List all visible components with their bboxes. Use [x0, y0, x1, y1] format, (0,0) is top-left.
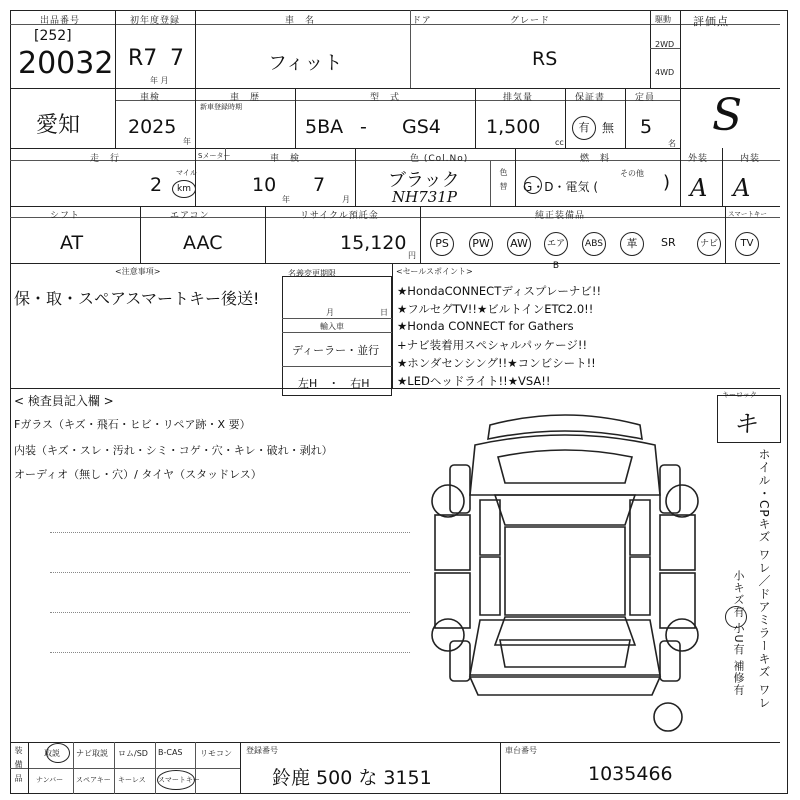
left-side-front	[435, 515, 470, 570]
warranty-label: 保証書	[575, 93, 606, 103]
fuel-other: その他	[620, 169, 644, 178]
footer-item: ナンバー	[36, 776, 64, 784]
caution-label: <注意事項>	[115, 267, 161, 276]
lot-number: 20032	[18, 46, 114, 81]
side-note-circle	[725, 606, 747, 628]
import-label: 輸入車	[320, 322, 344, 331]
inspection-year-unit: 年	[282, 195, 290, 204]
grade-label: グレード	[510, 16, 551, 26]
prefecture: 愛知	[36, 113, 81, 138]
exterior-grade: A	[690, 174, 708, 202]
color-code: NH731P	[392, 188, 457, 206]
equipment-navi: ナビ	[697, 232, 721, 256]
label-row	[10, 217, 780, 218]
col-divider	[392, 263, 393, 388]
right-rear-door	[630, 557, 650, 615]
model-label: 型 式	[370, 93, 401, 103]
dotted-line	[50, 572, 410, 573]
col-divider	[195, 88, 196, 148]
year-unit: 年	[183, 137, 191, 146]
shift-label: シフト	[50, 211, 81, 221]
equipment-leather: 革	[620, 232, 644, 256]
seats-unit: 名	[668, 139, 676, 148]
box-divider	[282, 366, 392, 367]
model-dash: -	[360, 116, 367, 138]
col-divider	[725, 206, 726, 263]
sales-point: ★ホンダセンシング!!★コンビシート!!	[397, 356, 596, 370]
first-reg-unit: 年 月	[150, 76, 169, 85]
grade: RS	[532, 48, 558, 70]
sales-point: ★フルセグTV!!★ビルトインETC2.0!!	[397, 302, 594, 316]
dotted-line	[50, 612, 410, 613]
steering: 左H ・ 右H	[298, 377, 370, 390]
footer-left-label: 装備品	[14, 746, 23, 788]
recycle-label: リサイクル預託金	[300, 211, 379, 221]
color-label: 色 (Col.No)	[410, 154, 469, 164]
side-note-1: ホイル・CPキズ ワレ／ドアミラーキズ ワレ	[757, 448, 771, 710]
col-divider	[625, 88, 626, 148]
col-divider	[195, 742, 196, 794]
col-divider	[680, 10, 681, 206]
deadline-label: 名義変更期限	[288, 269, 336, 278]
inspection-year: 10	[252, 174, 277, 196]
equipment-aw: AW	[507, 232, 531, 256]
rear-bumper	[470, 677, 660, 695]
seats: 5	[640, 116, 653, 138]
warranty-no: 無	[602, 121, 615, 135]
interior-label: 内装	[740, 154, 761, 164]
left-quarter	[450, 641, 470, 681]
mileage-mile: マイル	[176, 169, 197, 177]
ac-value: AAC	[183, 232, 223, 254]
col-divider	[28, 742, 29, 794]
sales-point: ★HondaCONNECTディスプレーナビ!!	[397, 284, 602, 298]
drive-4wd: 4WD	[655, 68, 675, 77]
col-divider	[355, 148, 356, 206]
footer-item-circle	[157, 770, 195, 790]
deadline-day: 日	[380, 308, 388, 317]
col-divider	[115, 88, 116, 148]
footer-item: ロム/SD	[118, 749, 148, 758]
warranty-yes: 有	[572, 116, 596, 140]
box-divider	[282, 332, 392, 333]
model-code: GS4	[402, 116, 441, 138]
row-divider	[10, 148, 680, 149]
keylock-value: キ	[733, 410, 757, 438]
side-note-2: 小キズ有 小U有 補修有	[732, 570, 745, 697]
drive-label: 駆動	[655, 15, 671, 24]
model-year: 2025	[128, 116, 177, 138]
deadline-month: 月	[326, 308, 334, 317]
right-quarter	[660, 641, 680, 681]
footer-item: ナビ取説	[76, 749, 108, 758]
footer-item: スマートキー	[158, 776, 200, 784]
equipment-pw: PW	[469, 232, 493, 256]
col-divider	[140, 206, 141, 263]
right-front-door	[630, 500, 650, 555]
car-name: フィット	[268, 52, 343, 74]
dotted-line	[50, 652, 410, 653]
right-side-front	[660, 515, 695, 570]
footer-item: キーレス	[118, 776, 146, 784]
caution-text: 保・取・スペアスマートキー後送!	[14, 289, 260, 308]
trunk-panel	[500, 640, 630, 667]
score-value: S	[712, 90, 743, 141]
exterior-label: 外装	[688, 154, 709, 164]
left-front-door	[480, 500, 500, 555]
row-divider	[10, 263, 780, 264]
mileage: 2	[150, 174, 163, 196]
cc-label: 排気量	[503, 93, 534, 103]
cc-unit: cc	[555, 138, 564, 147]
reg-label: 車 歴	[230, 93, 261, 103]
sales-point: +ナビ装着用スペシャルパッケージ!!	[397, 338, 588, 352]
col-divider	[114, 742, 115, 794]
col-divider	[475, 88, 476, 148]
col-divider	[265, 206, 266, 263]
first-reg-label: 初年度登録	[130, 16, 181, 26]
footer-item: リモコン	[200, 749, 232, 758]
displacement: 1,500	[486, 116, 541, 138]
col-divider	[195, 10, 196, 88]
col-divider	[420, 206, 421, 263]
footer-item: 取説	[44, 749, 60, 758]
drive-2wd: 2WD	[655, 40, 675, 49]
left-rear-door	[480, 557, 500, 615]
reg-sub: 新車登録時期	[200, 103, 242, 111]
front-right-tire	[666, 485, 698, 517]
plate-number: 鈴鹿 500 な 3151	[272, 767, 432, 789]
col-divider	[650, 10, 651, 88]
smartkey-label: スマートキー	[728, 210, 767, 218]
color-change-label: 色替	[499, 168, 508, 196]
car-name-label: 車 名	[285, 16, 316, 26]
lot-label: 出品番号	[40, 16, 81, 26]
inspection-title: < 検査員記入欄 >	[14, 394, 114, 408]
right-fender	[660, 465, 680, 513]
footer-item: B-CAS	[158, 748, 183, 757]
seats-label: 定員	[635, 93, 656, 103]
fuel-close-paren: )	[663, 172, 671, 193]
inspection-month-unit: 月	[342, 195, 350, 204]
inspection-line-2: 内装（キズ・スレ・汚れ・シミ・コゲ・穴・キレ・破れ・剥れ）	[14, 444, 333, 457]
rear-right-tire	[666, 619, 698, 651]
front-left-tire	[432, 485, 464, 517]
hood	[470, 435, 660, 495]
shift-value: AT	[60, 232, 84, 254]
windshield	[495, 495, 635, 525]
inspection-label: 車検	[140, 93, 161, 103]
interior-grade: A	[733, 174, 751, 202]
s-meter-label: Sメーター	[198, 152, 231, 160]
col-divider	[490, 160, 491, 206]
equipment-tv: TV	[735, 232, 759, 256]
inspection-line-3: オーディオ（無し・穴）/ タイヤ（スタッドレス）	[14, 468, 262, 481]
chassis-label: 車台番号	[505, 746, 537, 755]
label-row	[10, 160, 780, 161]
dotted-line	[50, 532, 410, 533]
mileage-km: km	[172, 180, 196, 198]
fuel-options: G・D・電気 (	[523, 180, 599, 194]
spare-tire	[654, 703, 682, 731]
vehicle-inspection-label: 車 検	[270, 154, 301, 164]
ac-label: エアコン	[170, 211, 210, 221]
footer-item: スペアキー	[76, 776, 111, 784]
first-reg-month: 7	[170, 46, 184, 71]
car-damage-diagram	[420, 405, 710, 745]
col-divider	[722, 148, 723, 206]
col-divider	[410, 10, 411, 88]
rear-left-tire	[432, 619, 464, 651]
import-type: ディーラー・並行	[292, 344, 380, 357]
row-divider	[10, 388, 780, 389]
col-divider	[515, 148, 516, 206]
equipment-label: 純正装備品	[535, 211, 586, 221]
keylock-label: キーロック	[722, 391, 757, 399]
equipment-airbag: エアB	[544, 232, 568, 256]
col-divider	[155, 742, 156, 794]
label-row	[10, 768, 240, 769]
recycle-unit: 円	[408, 251, 416, 260]
inspection-month: 7	[313, 174, 326, 196]
model-prefix: 5BA	[305, 116, 344, 138]
roof	[505, 527, 625, 615]
first-reg-era: R7	[128, 46, 158, 71]
fuel-g-circle	[524, 176, 542, 194]
sales-point: ★Honda CONNECT for Gathers	[397, 319, 574, 333]
equipment-abs: ABS	[582, 232, 606, 256]
row-divider	[10, 88, 780, 89]
col-divider	[565, 88, 566, 148]
fuel-label: 燃 料	[580, 154, 611, 164]
score-label: 評価点	[693, 15, 729, 28]
col-divider	[240, 742, 241, 794]
row-divider	[10, 206, 780, 207]
inspection-line-1: Fガラス（キズ・飛石・ヒビ・リペア跡・X 要）	[14, 418, 251, 431]
color-name: ブラック	[388, 170, 460, 191]
col-divider	[73, 742, 74, 794]
col-divider	[295, 88, 296, 148]
box-divider	[282, 318, 392, 319]
equipment-ps: PS	[430, 232, 454, 256]
sales-point: ★LEDヘッドライト!!★VSA!!	[397, 374, 551, 388]
door-label: ドア	[412, 16, 432, 26]
chassis-number: 1035466	[588, 763, 673, 785]
sales-label: <セールスポイント>	[396, 267, 473, 276]
col-divider	[500, 742, 501, 794]
mileage-label: 走 行	[90, 154, 121, 164]
plate-label: 登録番号	[246, 746, 278, 755]
recycle-fee: 15,120	[340, 232, 407, 254]
equipment-sr: SR	[661, 236, 676, 249]
left-fender	[450, 465, 470, 513]
footer-item-circle	[46, 743, 70, 763]
col-divider	[115, 10, 116, 88]
lot-sub: [252]	[34, 28, 72, 44]
hood-panel	[498, 450, 632, 483]
